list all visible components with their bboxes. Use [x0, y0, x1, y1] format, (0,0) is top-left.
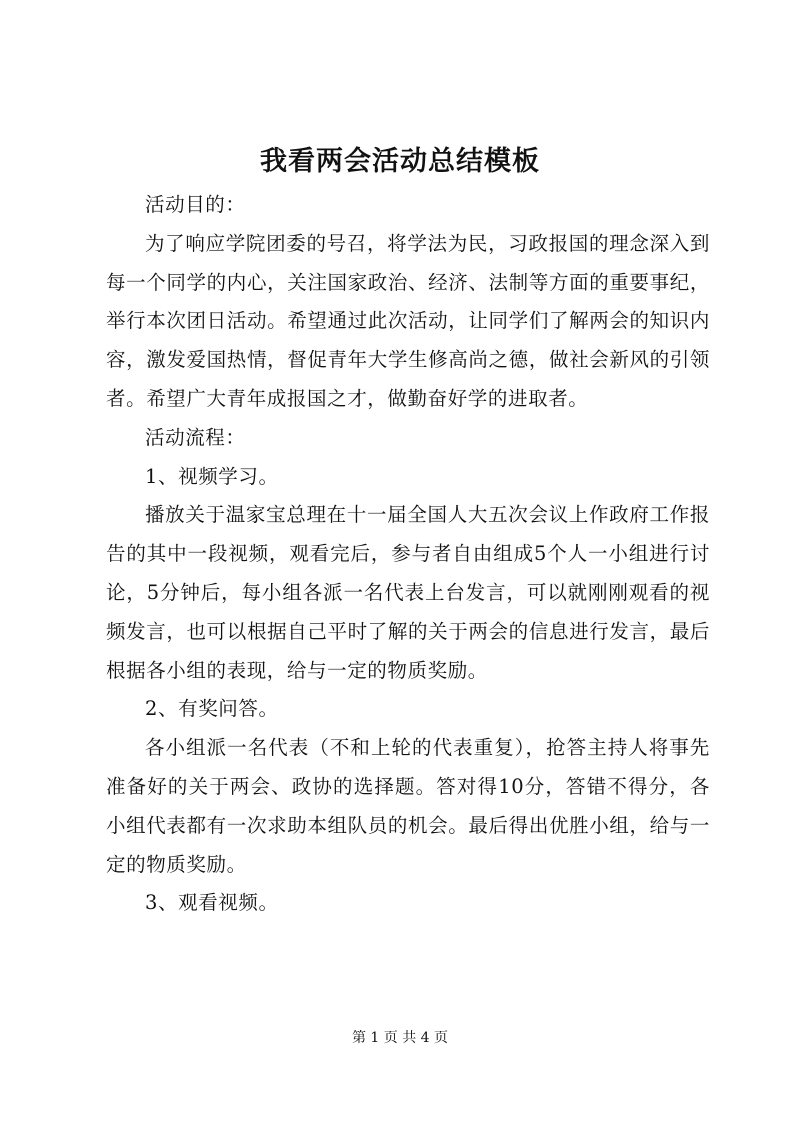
- document-title: 我看两会活动总结模板: [260, 146, 540, 177]
- paragraph-step-1: 播放关于温家宝总理在十一届全国人大五次会议上作政府工作报告的其中一段视频，观看完后，参与者自由组成5个人一小组进行讨论，5分钟后，每小组各派一名代表上台发言，可以就刚刚观看的视频发言，也可以根据自己平时了解的关于两会的信息进行发言，最后根据各小组的表现，给与一定的物质奖励。: [106, 503, 710, 682]
- step-heading-3: 3、观看视频。: [145, 891, 279, 915]
- page-footer: [0, 1028, 800, 1048]
- section-heading-process: 活动流程：: [145, 425, 246, 449]
- section-heading-purpose: 活动目的：: [145, 193, 246, 216]
- step-heading-1: 1、视频学习。: [145, 464, 279, 488]
- paragraph-step-2: 各小组派一名代表（不和上轮的代表重复），抢答主持人将事先准备好的关于两会、政协的选择题。答对得10分，答错不得分，各小组代表都有一次求助本组队员的机会。最后得出优胜小组，给与一定的物质奖励。: [106, 736, 710, 876]
- paragraph-purpose: 为了响应学院团委的号召，将学法为民，习政报国的理念深入到每一个同学的内心，关注国家政治、经济、法制等方面的重要事纪，举行本次团日活动。希望通过此次活动，让同学们了解两会的知识内容，激发爱国热情，督促青年大学生修高尚之德，做社会新风的引领者。希望广大青年成报国之才，做勤奋好学的进取者。: [106, 231, 710, 410]
- step-heading-2: 2、有奖问答。: [145, 697, 279, 721]
- page-number-label: 第 1 页 共 4 页: [351, 1030, 449, 1046]
- document-body: [106, 186, 710, 923]
